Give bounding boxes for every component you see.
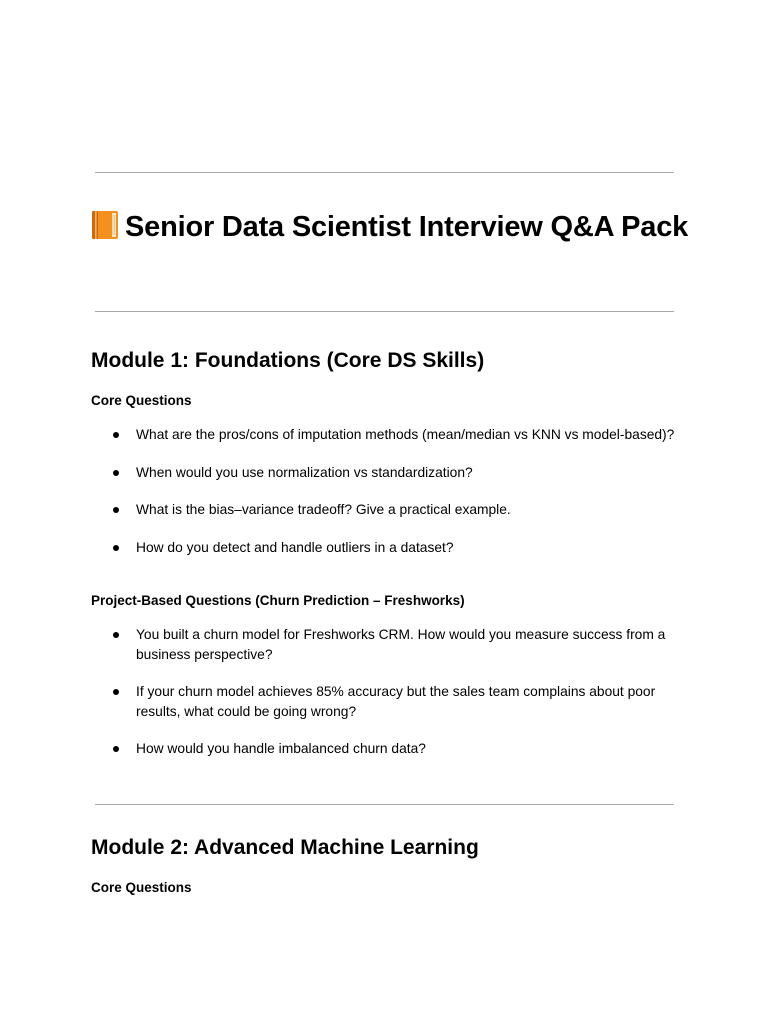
bullet-icon: [113, 545, 119, 551]
bullet-icon: [113, 470, 119, 476]
list-item: [91, 682, 681, 721]
bullet-icon: [113, 432, 119, 438]
module-2-heading: Module 2: Advanced Machine Learning: [91, 836, 479, 859]
list-item-text: What is the bias–variance tradeoff? Give a practical example.: [136, 502, 511, 517]
list-item: [91, 625, 681, 664]
list-item-text: When would you use normalization vs standardization?: [136, 464, 473, 480]
module-1-core-questions-heading: Core Questions: [91, 393, 192, 408]
module-1-heading: Module 1: Foundations (Core DS Skills): [91, 349, 485, 372]
horizontal-rule: [95, 311, 674, 312]
orange-book-icon: [91, 210, 119, 240]
list-item: [91, 739, 681, 759]
list-item-text: What are the pros/cons of imputation methods (mean/median vs KNN vs model-based)?: [136, 427, 675, 442]
document-title: [91, 208, 691, 247]
list-item: [91, 463, 681, 483]
horizontal-rule: [95, 172, 674, 173]
bullet-icon: [113, 689, 119, 695]
module-1-project-questions-heading: Project-Based Questions (Churn Prediction – Freshworks): [91, 593, 465, 608]
bullet-icon: [113, 507, 119, 513]
list-item: [91, 538, 681, 558]
module-2-core-questions-heading: Core Questions: [91, 880, 192, 895]
module-1-core-questions-list: [91, 425, 681, 557]
module-1-project-questions-list: [91, 625, 681, 759]
list-item-text: How do you detect and handle outliers in a dataset?: [136, 539, 454, 555]
document-title-text: Senior Data Scientist Interview Q&A Pack: [125, 211, 689, 243]
list-item-text: How would you handle imbalanced churn data?: [136, 741, 426, 756]
list-item-text: You built a churn model for Freshworks CRM. How would you measure success from a business perspective?: [136, 627, 666, 662]
horizontal-rule: [95, 804, 674, 805]
list-item: [91, 500, 681, 520]
bullet-icon: [113, 632, 119, 638]
list-item: [91, 425, 681, 445]
list-item-text: If your churn model achieves 85% accuracy but the sales team complains about poor results, what could be going wrong?: [136, 684, 656, 719]
bullet-icon: [113, 746, 119, 752]
